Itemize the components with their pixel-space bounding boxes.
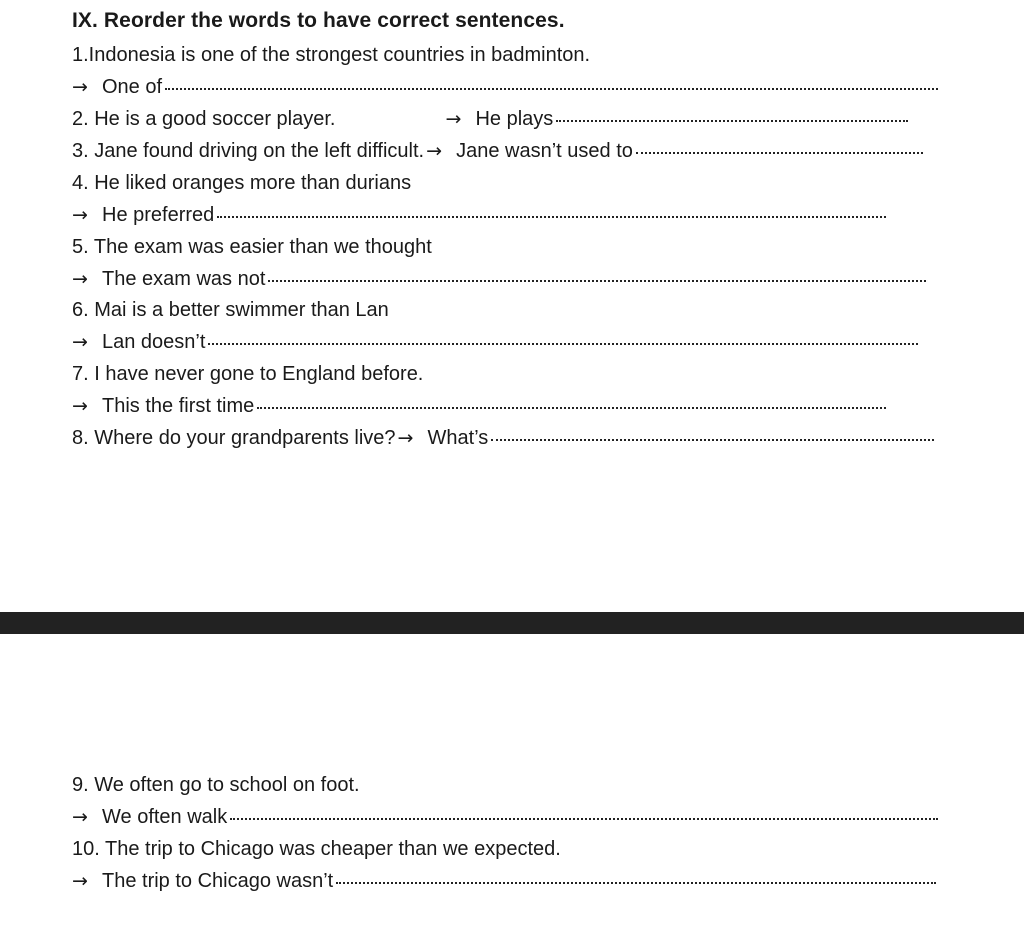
answer-5[interactable]: [72, 264, 926, 294]
arrow-right-icon: →: [72, 870, 88, 892]
question-text: 9. We often go to school on foot.: [72, 774, 360, 796]
question-text: 3. Jane found driving on the left difficult.: [72, 140, 425, 162]
question-2: [72, 104, 908, 134]
answer-10[interactable]: [72, 866, 936, 896]
question-3: [72, 136, 923, 166]
answer-blank[interactable]: [636, 152, 923, 154]
answer-blank[interactable]: [208, 343, 918, 345]
answer-blank[interactable]: [491, 439, 934, 441]
arrow-right-icon: →: [397, 427, 414, 449]
arrow-right-icon: →: [72, 76, 88, 98]
answer-1[interactable]: [72, 72, 938, 102]
question-7: [72, 359, 423, 389]
arrow-right-icon: →: [72, 204, 88, 226]
arrow-right-icon: →: [445, 108, 462, 130]
answer-prompt: The exam was not: [102, 268, 266, 290]
question-4: [72, 168, 411, 198]
question-text: 10. The trip to Chicago was cheaper than we expected.: [72, 838, 561, 860]
answer-blank[interactable]: [268, 280, 926, 282]
question-text: 6. Mai is a better swimmer than Lan: [72, 299, 389, 321]
arrow-right-icon: →: [72, 395, 88, 417]
question-5: [72, 232, 432, 262]
answer-blank[interactable]: [230, 818, 938, 820]
question-1: [72, 40, 590, 70]
answer-prompt: What’s: [427, 427, 489, 449]
arrow-right-icon: →: [426, 140, 443, 162]
answer-blank[interactable]: [217, 216, 886, 218]
question-6: [72, 295, 389, 325]
question-10: [72, 834, 561, 864]
question-8: [72, 423, 934, 453]
question-text: 1.Indonesia is one of the strongest countries in badminton.: [72, 44, 591, 66]
question-text: 2. He is a good soccer player.: [72, 108, 336, 130]
answer-6[interactable]: [72, 327, 918, 357]
arrow-right-icon: →: [72, 268, 88, 290]
answer-prompt: This the first time: [102, 395, 255, 417]
answer-blank[interactable]: [336, 882, 936, 884]
question-text: 5. The exam was easier than we thought: [72, 236, 432, 258]
answer-prompt: The trip to Chicago wasn’t: [102, 870, 334, 892]
answer-prompt: Lan doesn’t: [102, 331, 206, 353]
answer-9[interactable]: [72, 802, 938, 832]
answer-prompt: He plays: [475, 108, 554, 130]
answer-4[interactable]: [72, 200, 886, 230]
arrow-right-icon: →: [72, 806, 88, 828]
question-text: 8. Where do your grandparents live?: [72, 427, 396, 449]
question-text: 4. He liked oranges more than durians: [72, 172, 412, 194]
answer-prompt: One of: [102, 76, 163, 98]
answer-7[interactable]: [72, 391, 886, 421]
arrow-right-icon: →: [72, 331, 88, 353]
answer-prompt: We often walk: [102, 806, 228, 828]
page-divider: [0, 612, 1024, 634]
answer-prompt: He preferred: [102, 204, 215, 226]
answer-blank[interactable]: [257, 407, 886, 409]
exercise-heading: IX. Reorder the words to have correct sentences.: [72, 9, 565, 32]
question-9: [72, 770, 360, 800]
answer-blank[interactable]: [556, 120, 908, 122]
answer-prompt: Jane wasn’t used to: [456, 140, 633, 162]
answer-blank[interactable]: [165, 88, 938, 90]
question-text: 7. I have never gone to England before.: [72, 363, 424, 385]
